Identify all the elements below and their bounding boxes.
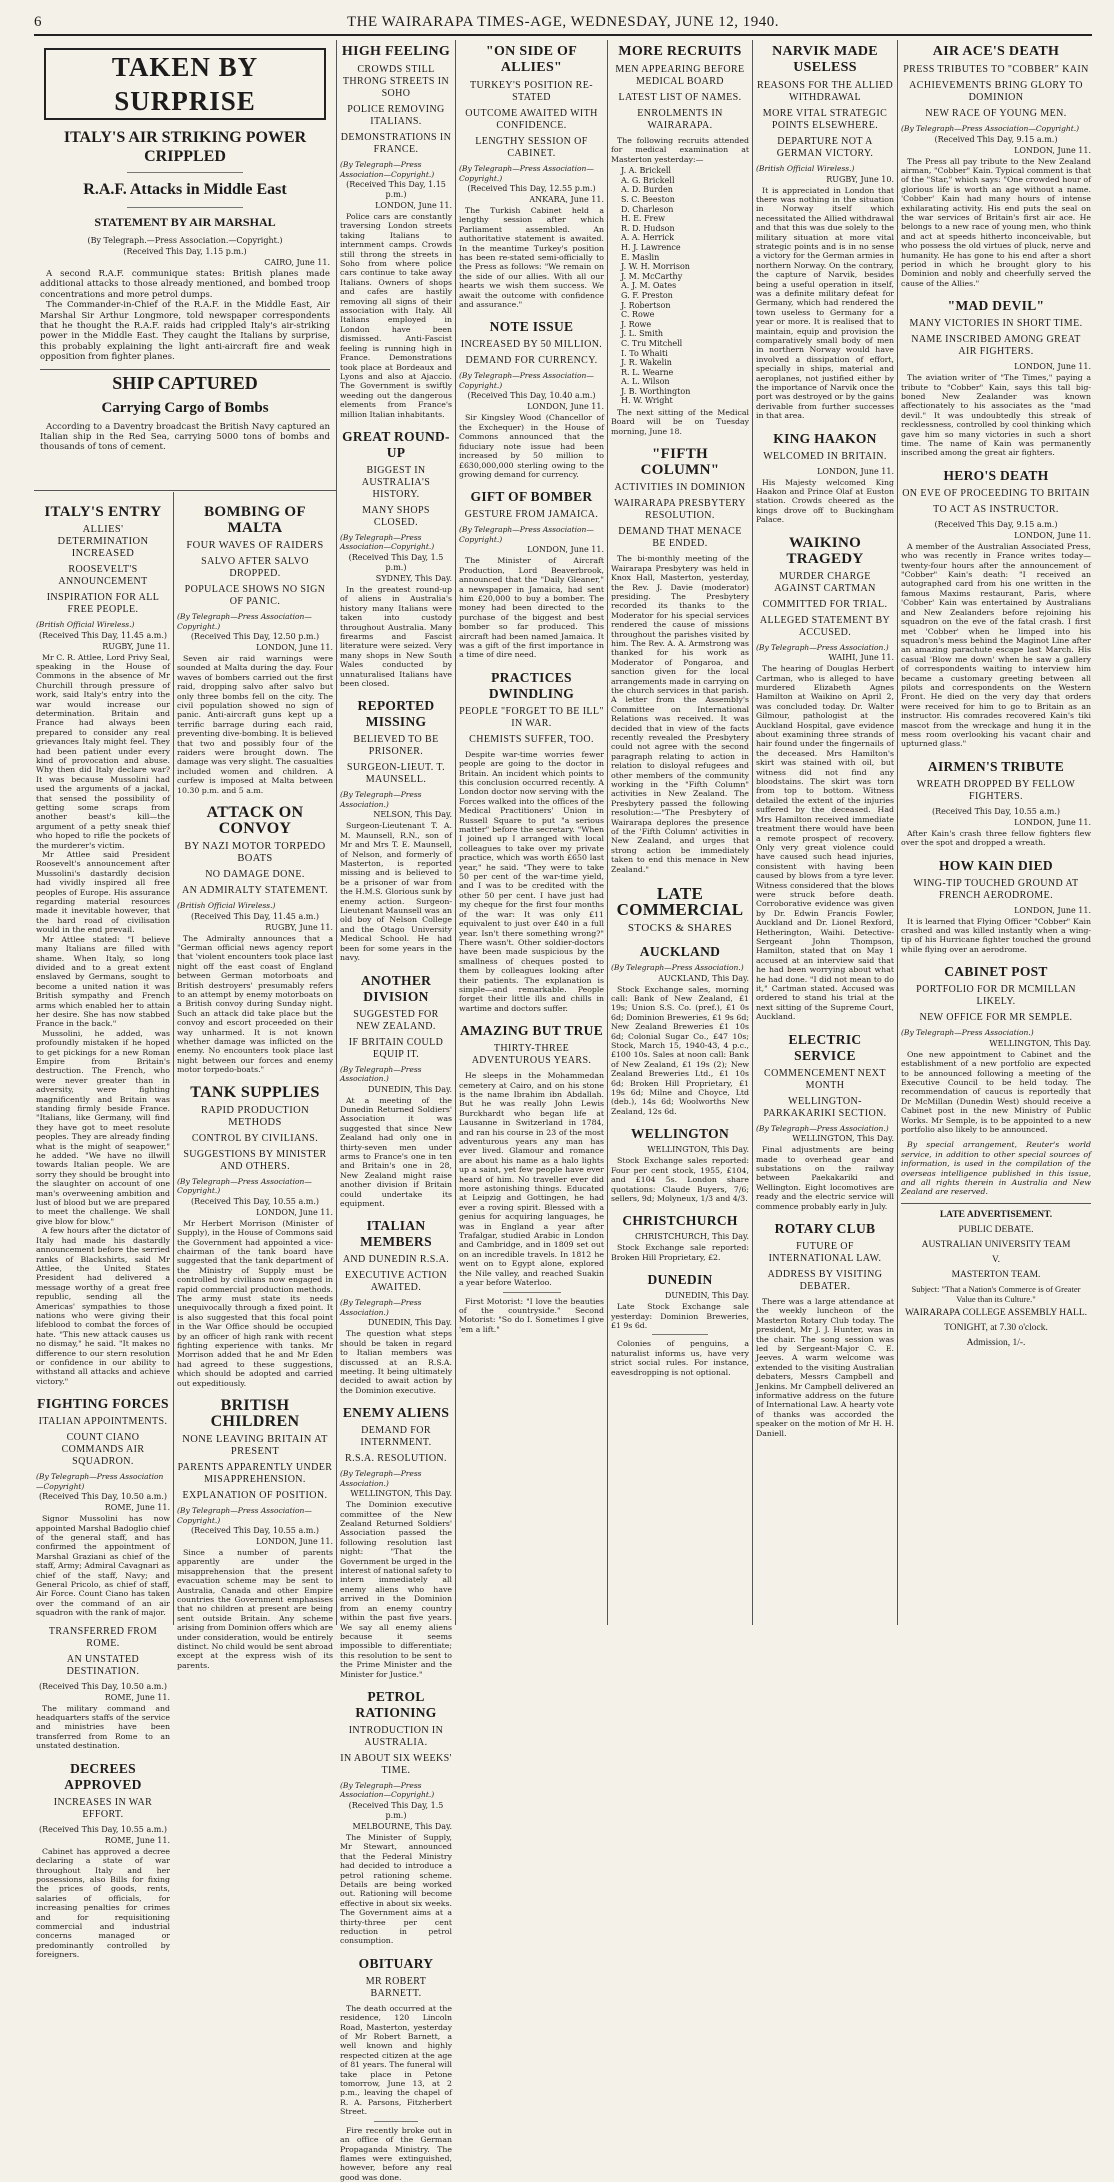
article-paragraph: The death occurred at the residence, 120 Lincoln Road, Masterton, yesterday of Mr Robert Barnett, a well known and highly respected citizen at the age of 81 years. The funeral will take place in Petone tomorrow, June 13, at 2 p.m., leaving the chapel of R. A. Parsons, Fitzherbert Street. (340, 2003, 452, 2117)
column-rule (336, 40, 337, 1625)
section-rule (34, 490, 336, 491)
article-dateline: LONDON, June 11. (1014, 145, 1091, 155)
column-rule (752, 40, 753, 1625)
article-headline: LATE COMMERCIAL (616, 884, 744, 920)
article-subhead: INTRODUCTION IN AUSTRALIA. (348, 1724, 444, 1748)
article-subhead: ON EVE OF PROCEEDING TO BRITAIN (902, 487, 1090, 499)
article-subhead: ALLEGED STATEMENT BY ACCUSED. (759, 614, 891, 638)
article-credit: (By Telegraph—Press Association—Copyright.) (177, 1176, 312, 1196)
article-paragraph: The Dominion executive committee of the New Zealand Returned Soldiers' Association passed the following resolution last night: "That the Government be urged in the interest of national safety to intern immediately all enemy aliens who have arrived in the Dominion from an enemy country within the past five years. We say all enemy aliens because it seems impossible to differentiate; this resolution to be sent to the Prime Minister and the Minister for Justice." (340, 1500, 453, 1679)
recruit-name: H. E. Frew (621, 214, 665, 224)
article-dateline: WAIHI, June 11. (828, 653, 894, 663)
column-narvik (756, 40, 894, 1625)
article-credit: (By Telegraph—Press Association.) (340, 1298, 422, 1317)
lead-credit: (By Telegraph.—Press Association.—Copyright.) (87, 236, 283, 245)
article-paragraph: Sir Kingsley Wood (Chancellor of the Exchequer) in the House of Commons announced that the fiduciary note issue had been increased by 50 million to £630,000,000 sterling owing to the growing demand for currency. (459, 413, 604, 479)
article-credit: (By Telegraph—Press Association.) (611, 963, 744, 973)
article-headline: AIRMEN'S TRIBUTE (927, 758, 1065, 774)
article-dateline: SYDNEY, This Day. (375, 573, 452, 583)
article-credit: (By Telegraph—Press Association—Copyright.) (177, 612, 312, 631)
lead-story (40, 44, 330, 486)
recruit-name: A. L. Wilson (621, 377, 670, 387)
article-paragraph: The Press all pay tribute to the New Zealand airman, "Cobber" Kain. Typical comment is that of the "Star," which says: "One crowded hour of glorious life is worth an age without a name. 'Cobber' Kain had many hours of intense exhilarating activity. His end puts the seal on the war services of Britain's first air ace. He belongs to a new race of young men, who think and act at speeds hitherto inconceivable, but who possess the old virtues of pluck, nerve and humanity. He has gone to his end after a short period in which he brought glory to his Dominion and nobly and cheerfully served the cause of the Allies." (901, 156, 1091, 288)
recruit-name: J. M. McCarthy (621, 271, 683, 281)
article-headline: ITALIAN MEMBERS (360, 1218, 432, 1250)
article-headline: HIGH FEELING (341, 44, 451, 59)
article-credit: (By Telegraph—Press Association—Copyright) (36, 1472, 164, 1491)
article-headline: WELLINGTON (630, 1126, 730, 1142)
recruit-name: S. C. Beeston (621, 195, 675, 204)
article-received: (Received This Day, 9.15 a.m.) (934, 519, 1058, 529)
article-subhead: SUGGESTED FOR NEW ZEALAND. (353, 1008, 439, 1032)
article-subhead: FOUR WAVES OF RAIDERS (186, 540, 324, 551)
article-subhead: ACHIEVEMENTS BRING GLORY TO DOMINION (909, 80, 1083, 103)
article-credit: (By Telegraph—Press Association.) (340, 1469, 422, 1488)
article-credit: (By Telegraph—Press Association—Copyright.) (459, 371, 594, 390)
article-received: (Received This Day, 1.5 p.m.) (348, 1800, 444, 1820)
article-dateline: RUGBY, June 11. (102, 641, 170, 651)
article-subhead: DEMAND FOR INTERNMENT. (360, 1425, 432, 1449)
article-dateline: CHRISTCHURCH, This Day. (634, 1232, 749, 1242)
article-subhead: OUTCOME AWAITED WITH CONFIDENCE. (465, 108, 598, 131)
article-headline: "MAD DEVIL" (947, 298, 1045, 314)
article-credit: (By Telegraph—Press Association—Copyright.) (340, 1780, 435, 1800)
article-subhead: NEW OFFICE FOR MR SEMPLE. (919, 1012, 1073, 1024)
ad-line: PUBLIC DEBATE. (958, 1224, 1034, 1235)
article-paragraph: Stock Exchange sale reported: Broken Hill Proprietary, £2. (611, 1243, 749, 1262)
article-subhead: POPULACE SHOWS NO SIGN OF PANIC. (184, 584, 326, 607)
article-subhead: MORE VITAL STRATEGIC POINTS ELSEWHERE. (762, 108, 888, 131)
article-paragraph: The hearing of Douglas Herbert Cartman, who is alleged to have murdered Elizabeth Agnes Hamilton at Waikino on April 2, was concluded today. Dr. Walter Gilmour, pathologist at the Auckland Hospital, gave evidence about examining three strands of hair found under the fingernails of the deceased. Mrs Hamilton's skirt was stained with oil, but witness did not find any bloodstains. The skirt was torn from top to bottom. Witness detailed the extent of the injuries suffered by the deceased. Had Mrs Hamilton received immediate treatment there would have been a remote prospect of recovery. Only very great violence could have caused such head injuries, consistent with having been caused by blows from a tyre lever. Witness considered that the blows were struck before death. Corroborative evidence was given by Dr. Edwin Francis Fowler, Auckland and Dr. Lionel Rexford, Hetherington, Waihi. Detective-Sergeant John Thompson, Hamilton, stated that on May 1 accused at an interview said that he had been worrying about what he had done. "I did not mean to do it," Cartman stated. Accused was ordered to stand his trial at the next sitting of the Supreme Court, Auckland. (756, 664, 894, 1022)
article-received: (Received This Day, 10.40 a.m.) (467, 391, 596, 401)
article-paragraph: Colonies of penguins, a naturalist informs us, have very strict social rules. For instance, eavesdropping is not optional. (611, 1339, 749, 1377)
lead-paragraph: A second R.A.F. communique states: British planes made additional attacks to those already mentioned, and bombed troop concentrations and more petrol dumps. (40, 269, 330, 300)
article-subhead: ENROLMENTS IN WAIRARAPA. (637, 108, 723, 131)
article-paragraph: The Minister of Supply, Mr Stewart, announced that the Federal Ministry had decided to introduce a petrol rationing scheme. Details are being worked out. Rationing will become effective in about six weeks. The Government aims at a thirty-three per cent reduction in petrol consumption. (340, 1832, 452, 1946)
article-subhead: TURKEY'S POSITION RE-STATED (470, 80, 593, 103)
article-dateline: ANKARA, June 11. (529, 195, 604, 204)
article-credit: (By Telegraph—Press Association—Copyright.) (340, 160, 435, 179)
article-subhead: AND DUNEDIN R.S.A. (342, 1254, 450, 1266)
article-received: (Received This Day, 12.55 p.m.) (467, 184, 596, 193)
article-subhead: MANY SHOPS CLOSED. (362, 504, 430, 528)
article-dateline: DUNEDIN, This Day. (367, 1318, 452, 1328)
article-paragraph: Mr Herbert Morrison (Minister of Supply), in the House of Commons said the Government had appointed a vice-chairman of the tank board have suggested that the tank department of the Ministry of Supply must be controlled by civilians now engaged in rapid commercial production methods. The army must state its needs unequivocally through a fixed point. It is also suggested that this focal point in the War Office should be occupied by an officer of high rank with recent fighting experience with tanks. Mr Morrison added that he and Mr Eden had agreed to these suggestions, which should be adopted and carried out expeditiously. (177, 1218, 333, 1388)
lead-dateline: CAIRO, June 11. (264, 258, 330, 267)
late-advertisement (901, 1203, 1091, 1349)
article-subhead: NEW RACE OF YOUNG MEN. (925, 108, 1067, 119)
article-paragraph: Surgeon-Lieutenant T. A. M. Maunsell, R.N., son of Mr and Mrs T. E. Maunsell, of Nelson, and formerly of Masterton, is reported missing and is believed to be a prisoner of war from the H.M.S. Glorious sunk by enemy action. Surgeon-Lieutenant Maunsell was an old boy of Nelson College and the Otago University Medical School. He had been for some years in the navy. (340, 821, 452, 963)
article-subhead: SURGEON-LIEUT. T. MAUNSELL. (346, 762, 446, 786)
article-paragraph: The next sitting of the Medical Board will be on Tuesday morning, June 18. (611, 408, 749, 436)
recruit-name: H. W. Wright (621, 396, 673, 406)
article-paragraph: Mr C. R. Attlee, Lord Privy Seal, speaking in the House of Commons in the absence of Mr Churchill through pressure of work, said Italy's entry into the war would increase our determination. Britain and France had always been prepared to consider any real grievances Italy might feel. They had been patient under every kind of provocation and abuse. Why then did Italy declare war? It was because Mussolini had used the arguments of a jackal, that sensed the possibility of getting some scraps from another beast's kill—the argument of a petty sneak thief who hoped to rifle the pockets of the murderer's victim. (36, 652, 170, 850)
article-subhead: AN UNSTATED DESTINATION. (66, 1653, 140, 1677)
ship-headline: SHIP CAPTURED (40, 369, 330, 396)
article-dateline: LONDON, June 11. (527, 545, 604, 555)
article-credit: (By Telegraph—Press Association—Copyright.) (459, 525, 594, 544)
article-dateline: WELLINGTON, This Day. (647, 1145, 749, 1155)
article-subhead: WELCOMED IN BRITAIN. (763, 450, 887, 462)
article-paragraph: In the greatest round-up of aliens in Australia's history many Italians were taken into custody throughout Australia. Many firearms and Fascist literature were seized. Very many shops in New South Wales conducted by unnaturalised Italians have been closed. (340, 584, 452, 688)
article-dateline: LONDON, June 11. (527, 402, 604, 412)
article-subhead: STOCKS & SHARES (627, 922, 733, 935)
article-dateline: LONDON, June 11. (256, 643, 333, 652)
article-subhead: WAIRARAPA PRESBYTERY RESOLUTION. (614, 498, 746, 522)
article-subhead: THIRTY-THREE ADVENTUROUS YEARS. (471, 1043, 592, 1067)
article-headline: DUNEDIN (647, 1272, 713, 1288)
article-subhead: PEOPLE "FORGET TO BE ILL" IN WAR. (459, 705, 604, 729)
article-headline: REPORTED MISSING (357, 698, 435, 730)
article-credit: (British Official Wireless.) (177, 901, 276, 911)
article-headline: CABINET POST (944, 964, 1048, 980)
article-paragraph: Cabinet has approved a decree declaring a state of war throughout Italy and her possessions, also Bills for fixing the prices of goods, rents, salaries of officials, for increasing penalties for crimes and for requisitioning commercial and industrial concerns managed or predominantly controlled by foreigners. (36, 1846, 170, 1960)
article-dateline: NELSON, This Day. (373, 810, 452, 820)
recruit-name: C. Tru Mitchell (621, 338, 683, 348)
recruit-name: A. G. Brickell (621, 175, 675, 185)
article-dateline: WELLINGTON, This Day. (350, 1489, 452, 1499)
article-headline: FIGHTING FORCES (37, 1396, 169, 1412)
article-headline: HERO'S DEATH (943, 467, 1049, 483)
recruit-name: R. D. Hudson (621, 223, 675, 233)
article-dateline: MELBOURNE, This Day. (352, 1821, 452, 1831)
article-subhead: INSPIRATION FOR ALL FREE PEOPLE. (46, 592, 160, 615)
article-paragraph: Despite war-time worries fewer people are going to the doctor in Britain. An incident which points to this conclusion occurred recently. A London doctor now serving with the Forces walked into the offices of the Medical Practitioners' Union in Russell Square to put "a serious matter" before the secretary. "When I joined up I arranged with local colleagues to take over my private practice, which was worth £650 last year," he said. "They were to take 50 per cent of the war-time yield, and I was to be credited with the other 50 per cent. I have just had my cheque for the first four months of the war: It was only £11 equivalent to just over £40 in a full year. Isn't there something wrong?" There wasn't. Other soldier-doctors have been made suspicious by the smallness of cheques posted to them by colleagues looking after their patients. The explanation is simple—and remarkable. People forget their little ills and chills in wartime and doctors suffer. (459, 749, 604, 1013)
ship-paragraph: According to a Daventry broadcast the British Navy captured an Italian ship in the Red Sea, carrying 5000 tons of bombs and thousands of tons of cement. (40, 421, 330, 453)
article-dateline: LONDON, June 11. (1014, 905, 1091, 915)
article-paragraph: Stock Exchange sales, morning call: Bank of New Zealand, £1 19s; Union S.S. Co. (pref.), £1 0s 6d; Dominion Breweries, £1 9s 6d; New Zealand Breweries £1 10s 6d; Colonial Sugar Co., £47 10s; Stock, March 15, 1940-43, 4 p.c., £100 10s. Sales at noon call: Bank of New Zealand, £1 19s (2); New Zealand Breweries Ltd., £1 10s 6d; Broken Hill Proprietary, £1 19s 6d; Milne and Choyce, Ltd (deb.), 14s 6d; Woolworths New Zealand, 12s 6d. (611, 984, 749, 1116)
article-subhead: POLICE REMOVING ITALIANS. (347, 104, 445, 127)
article-paragraph: It is appreciated in London that there was nothing in the situation in Norway itself which necessitated the Allied withdrawal and that this was due solely to the military situation at more vital strategic points and is in no sense a victory for the German armies in northern Norway. On the contrary, the capture of Narvik, besides being a useful operation in itself, was a definite military defeat for Germany, which had rendered the town useless to Germany for a year or more. It is realised that to maintain, equip and provision the comparatively small body of men in northern Norway would have involved a dissipation of effort, specially in ships, material and aeroplanes, not justified either by the importance of Narvik once the port was destroyed or by the gains derivable from further successes in that area. (756, 185, 894, 421)
article-subhead: BY NAZI MOTOR TORPEDO BOATS (184, 841, 326, 865)
article-dateline: LONDON, June 11. (1014, 362, 1091, 372)
article-headline: WAIKINO TRAGEDY (786, 534, 864, 567)
article-received: (Received This Day, 1.5 p.m.) (348, 552, 444, 572)
article-subhead: EXPLANATION OF POSITION. (182, 1490, 328, 1501)
recruit-name: A. A. Herrick (621, 233, 674, 243)
article-credit: (By Telegraph—Press Association.) (756, 1123, 889, 1133)
column-italys-entry (36, 494, 170, 1960)
article-headline: PRACTICES DWINDLING (488, 669, 575, 701)
article-received: (Received This Day, 10.55 a.m.) (191, 1526, 319, 1535)
article-paragraph: There was a large attendance at the weekly luncheon of the Masterton Rotary Club today. The president, Mr J. J. Hunter, was in the chair. The song session was led by Sergeant-Major C. E. Jeeves. A warm welcome was extended to the visiting Australian debaters, Messrs Campbell and Jenkins. Mr Campbell delivered an informative address on the future of International Law. A hearty vote of thanks was accorded the speaker on the motion of Mr H. H. Daniell. (756, 1296, 894, 1438)
article-subhead: ACTIVITIES IN DOMINION (614, 482, 746, 494)
article-headline: OBITUARY (358, 1955, 434, 1971)
article-subhead: MEN APPEARING BEFORE MEDICAL BOARD (615, 64, 745, 87)
article-paragraph: His Majesty welcomed King Haakon and Prince Olaf at Euston station. Crowds cheered as the kings drove off to Buckingham Palace. (756, 477, 894, 525)
article-headline: ROTARY CLUB (774, 1220, 876, 1236)
column-rule (455, 40, 456, 1625)
article-dateline: WELLINGTON, This Day. (792, 1134, 894, 1144)
article-subhead: R.S.A. RESOLUTION. (345, 1453, 447, 1465)
article-subhead: TRANSFERRED FROM ROME. (48, 1625, 158, 1649)
article-headline: GIFT OF BOMBER (470, 489, 593, 505)
ad-heading: LATE ADVERTISEMENT. (939, 1209, 1053, 1220)
recruit-name: A. J. M. Oates (621, 281, 677, 291)
page-number: 6 (34, 13, 42, 30)
masthead-title: THE WAIRARAPA TIMES-AGE, WEDNESDAY, JUNE 12, 1940. (347, 13, 779, 30)
article-headline: KING HAAKON (773, 430, 877, 446)
article-subhead: IF BRITAIN COULD EQUIP IT. (348, 1036, 444, 1060)
article-received: (Received This Day, 1.15 p.m.) (346, 180, 446, 199)
article-paragraph: The Turkish Cabinet held a lengthy session after which Parliament assembled. An authoritative statement is awaited. In the meantime Turkey's position has been re-stated semi-officially to the Press as follows: "We remain on the side of our allies. With all our hearts we wish them success. We await the outcome with confidence and assurance." (459, 206, 604, 310)
article-paragraph: Since a number of parents apparently are under the misapprehension that the present evacuation scheme may be sent to Australia, Canada and other Empire countries the Government emphasises that no children at present are being sent outside Britain. Any scheme arising from Dominion offers which are under consideration, would be entirely distinct. No child would be sent abroad except at the express wish of its parents. (177, 1548, 333, 1670)
lead-subhead: R.A.F. Attacks in Middle East (83, 181, 287, 198)
article-paragraph: He sleeps in the Mohammedan cemetery at Cairo, and on his stone is the name Ibrahim ibn Abdallah. But he was really John Lewis Burckhardt who began life at Lausanne in Switzerland in 1784, and ran his course in 23 of the most adventurous years any man has ever lived. Glamour and romance are about his name as a halo lights up a saint, yet few people have ever heard of him. No traveller ever did more astonishing things. Educated at Leipzig and Gottingen, he had ever a roving spirit. Blessed with a genius for acquiring languages, he was in England a year after Trafalgar, studied Arabic in London and Cambridge, and in 1809 set out on an incredible travels. In 1812 he went on to Egypt alone, explored the Nile valley, and reached Suakin a year before Waterloo. (459, 1071, 604, 1288)
article-headline: ANOTHER DIVISION (360, 972, 432, 1004)
article-dateline: LONDON, June 11. (817, 466, 894, 476)
article-paragraph: Police cars are constantly traversing London streets taking Italians to internment camps. Crowds still throng the streets in Soho from where police cars continue to take away Italians. Owners of shops and cafes are hastily removing all signs of their association with Italy. All Italians employed in London have been dismissed. Anti-Fascist feeling is running high in France. Demonstrations took place at Bordeaux and Lyons and also at Ajaccio. The Government is swiftly weeding out the dangerous elements from France's million Italian inhabitants. (340, 212, 452, 419)
article-subhead: LATEST LIST OF NAMES. (618, 92, 742, 103)
article-subhead: INCREASES IN WAR EFFORT. (53, 1796, 153, 1820)
article-headline: HOW KAIN DIED (939, 857, 1053, 873)
article-received: (Received This Day, 12.50 p.m.) (190, 632, 320, 641)
recruit-name: A. D. Burden (621, 185, 673, 195)
ad-line: TONIGHT, at 7.30 o'clock. (944, 1322, 1048, 1333)
article-subhead: ITALIAN APPOINTMENTS. (38, 1416, 168, 1428)
article-headline: NOTE ISSUE (489, 319, 574, 335)
recruit-name: E. Maslin (621, 252, 660, 262)
article-paragraph: Mr Attlee said President Roosevelt's announcement after Mussolini's dastardly decision had vividly inspired all free peoples of Europe. His assurance regarding material resources made it inevitable however, that the hard road of civilisation would in the end prevail. (36, 850, 170, 935)
article-subhead: NAME INSCRIBED AMONG GREAT AIR FIGHTERS. (911, 334, 1081, 358)
article-headline: CHRISTCHURCH (622, 1213, 738, 1229)
lead-deck: ITALY'S AIR STRIKING POWER CRIPPLED (63, 129, 307, 165)
article-subhead: GESTURE FROM JAMAICA. (464, 509, 599, 521)
column-on-side-of-allies (459, 40, 604, 1625)
article-received: (Received This Day, 11.45 a.m.) (39, 630, 167, 640)
article-headline: ITALY'S ENTRY (44, 504, 162, 520)
article-credit: (By Telegraph—Press Association.) (901, 1028, 1034, 1038)
article-paragraph: First Motorist: "I love the beauties of the countryside." Second Motorist: "So do I. Sometimes I give 'em a lift." (459, 1296, 604, 1334)
recruit-name: J. L. Smith (621, 329, 664, 339)
article-subhead: REASONS FOR THE ALLIED WITHDRAWAL (756, 80, 894, 103)
article-subhead: MANY VICTORIES IN SHORT TIME. (909, 318, 1083, 330)
article-subhead: LENGTHY SESSION OF CABINET. (475, 136, 588, 159)
article-dateline: AUCKLAND, This Day. (658, 973, 749, 983)
article-dateline: DUNEDIN, This Day. (367, 1084, 452, 1094)
article-paragraph: Mr Attlee stated: "I believe many Italians are filled with shame. When Italy, so long divided and to a great extent enslaved by Germans, sought to become a united nation it was British sympathy and French arms which enabled her to attain her desire. She has now stabbed France in the back." (36, 934, 170, 1029)
article-dateline: ROME, June 11. (104, 1692, 170, 1702)
recruit-name: H. J. Lawrence (621, 242, 681, 252)
article-paragraph: Stock Exchange sales reported: Four per cent stock, 1955, £104, and £104 5s. London share quotations: Claude Buyers, 7/6; sellers, 9d; Molyneux, 1/3 and 4/3. (611, 1156, 749, 1203)
masthead (34, 10, 1092, 36)
lead-headline: TAKEN BY SURPRISE (44, 48, 326, 120)
article-subhead: INCREASED BY 50 MILLION. (460, 339, 603, 351)
article-dateline: LONDON, June 11. (375, 201, 452, 210)
article-dateline: WELLINGTON, This Day. (989, 1038, 1091, 1048)
recruit-name: J. W. H. Morrison (621, 262, 690, 272)
article-received: (Received This Day, 9.15 a.m.) (934, 134, 1058, 144)
article-credit: (By Telegraph—Press Association—Copyright.) (459, 164, 594, 183)
article-headline: GREAT ROUND-UP (342, 428, 450, 460)
article-dateline: DUNEDIN, This Day. (664, 1291, 749, 1301)
article-subhead: SUGGESTIONS BY MINISTER AND OTHERS. (183, 1148, 327, 1172)
article-headline: "ON SIDE OF ALLIES" (485, 44, 578, 75)
article-dateline: LONDON, June 11. (1014, 817, 1091, 827)
article-paragraph: At a meeting of the Dunedin Returned Soldiers' Association it was suggested that since New Zealand had only one in thirty-seven men under arms to France's one in ten and Britain's one in 28, New Zealand might raise another division if Britain could undertake its equipment. (340, 1095, 452, 1208)
article-paragraph: The following recruits attended for medical examination at Masterton yesterday:— (611, 136, 749, 164)
article-credit: (By Telegraph—Press Association.) (340, 790, 422, 809)
article-dateline: LONDON, June 11. (256, 1537, 333, 1546)
article-headline: DECREES APPROVED (64, 1760, 142, 1792)
article-subhead: WELLINGTON-PARKAKARIKI SECTION. (763, 1095, 887, 1119)
column-bombing-of-malta (177, 494, 333, 1670)
article-paragraph: The question what steps should be taken in regard to Italian members was discussed at an R.S.A. meeting. It being ultimately decided to await action by the Dominion executive. (340, 1329, 452, 1395)
article-paragraph: The aviation writer of "The Times," paying a tribute to "Cobber" Kain, says this tall big-boned New Zealander was known affectionately to his associates as the "mad devil." It was undoubtedly this streak of recklessness, controlled by cool thinking which gave him so many victories in such a short time. The name of Kain was permanently inscribed among the great air fighters. (901, 373, 1091, 458)
article-paragraph: The Admiralty announces that a "German official news agency report that 'violent encounters took place last night off the east coast of England between German motorboats and British destroyers' presumably refers to an attempt by enemy motorboats on a British convoy during Sunday night. Such an attack did take place but the convoy and escort proceeded on their way unharmed. It is not known whether damage was inflicted on the enemy. No encounters took place last night between our forces and enemy motor torpedo-boats." (177, 933, 333, 1075)
article-headline: AMAZING BUT TRUE (459, 1023, 604, 1039)
article-subhead: DEMONSTRATIONS IN FRANCE. (340, 132, 452, 155)
ship-subhead: Carrying Cargo of Bombs (101, 399, 269, 416)
ad-line: Subject: "That a Nation's Commerce is of Greater Value than its Culture." (911, 1283, 1081, 1304)
article-headline: BOMBING OF MALTA (204, 504, 306, 536)
column-high-feeling (340, 40, 453, 2182)
article-credit: (British Official Wireless.) (36, 620, 135, 629)
article-headline: ELECTRIC SERVICE (788, 1031, 862, 1063)
article-headline: PETROL RATIONING (355, 1688, 437, 1720)
lead-paragraph: The Commander-in-Chief of the R.A.F. in the Middle East, Air Marshal Sir Arthur Longmore, told newspaper correspondents that he thought the R.A.F. raids had crippled Italy's air-striking power in the Middle East. They caught the Italians by surprise, this probably explaining the light anti-aircraft fire and weak opposition from fighter planes. (40, 300, 330, 363)
article-dateline: ROME, June 11. (104, 1503, 170, 1513)
article-headline: MORE RECRUITS (618, 44, 742, 59)
article-received: (Received This Day, 10.50 a.m.) (39, 1492, 167, 1502)
article-headline: AUCKLAND (639, 944, 721, 960)
article-paragraph: One new appointment to Cabinet and the establishment of a new portfolio are expected to be announced following a meeting of the Executive Council to be held today. The recommendation of caucus is reportedly that Dr McMillan (Dunedin West) should receive a Cabinet post in the new Ministry of Public Works. Mr Semple, is to be appointed to a new portfolio also likely to be announced. (901, 1049, 1091, 1134)
article-subhead: COUNT CIANO COMMANDS AIR SQUADRON. (61, 1432, 145, 1468)
recruit-name: J. B. Worthington (621, 386, 691, 396)
article-paragraph: The Minister of Aircraft Production, Lord Beaverbrook, announced that the "Daily Gleaner," a newspaper in Jamaica, had sent him £20,000 to buy a bomber. The money had been directed to the purchase of the biggest and best bomber so far produced. This aircraft had been named Jamaica. It was a gift of the first importance in a time of dire need. (459, 556, 604, 660)
article-credit: (By Telegraph—Press Association—Copyright.) (901, 124, 1080, 133)
column-more-recruits (611, 40, 749, 1625)
article-paragraph: Signor Mussolini has now appointed Marshal Badoglio chief of the general staff, and has confirmed the appointment of Marshal Graziani as chief of the staff, Army; Admiral Cavagnari as chief of the staff, Navy; and General Pricolo, as chief of staff, Air Force. Count Ciano has taken over the command of an air squadron with the rank of major. (36, 1514, 170, 1618)
article-subhead: AN ADMIRALTY STATEMENT. (181, 885, 329, 897)
ad-line: V. (991, 1254, 1000, 1265)
article-headline: TANK SUPPLIES (190, 1083, 320, 1101)
lead-received: (Received This Day, 1.15 p.m.) (123, 247, 247, 256)
recruit-name: J. Robertson (621, 300, 671, 310)
article-subhead: ROOSEVELT'S ANNOUNCEMENT (58, 564, 148, 587)
article-subhead: PORTFOLIO FOR DR MCMILLAN LIKELY. (916, 984, 1076, 1008)
article-paragraph: It is learned that Flying Officer "Cobber" Kain crashed and was killed instantly when a wing-tip of his Hurricane fighter touched the ground while flying over an aerodrome. (901, 916, 1091, 954)
article-subhead: CONTROL BY CIVILIANS. (191, 1132, 319, 1144)
article-credit: (By Telegraph—Press Association—Copyright.) (340, 532, 435, 552)
article-subhead: NONE LEAVING BRITAIN AT PRESENT (182, 1434, 328, 1457)
article-credit: (British Official Wireless.) (756, 164, 855, 173)
article-subhead: CHEMISTS SUFFER, TOO. (469, 733, 594, 745)
column-rule (897, 40, 898, 1625)
article-subhead: DEPARTURE NOT A GERMAN VICTORY. (776, 136, 874, 159)
article-received: (Received This Day, 10.55 a.m.) (191, 1196, 319, 1206)
article-paragraph: Final adjustments are being made to overhead gear and substations on the railway between Paekakariki and Wellington. Eight locomotives are ready and the electric service will commence probably early in July. (756, 1145, 894, 1211)
article-headline: ATTACK ON CONVOY (206, 804, 304, 838)
recruit-name: I. To Whaiti (621, 348, 668, 358)
article-subhead: FUTURE OF INTERNATIONAL LAW. (768, 1240, 882, 1264)
column-rule (173, 492, 174, 1625)
article-received: (Received This Day, 10.55 a.m.) (932, 806, 1060, 816)
ad-line: Admission, 1/-. (966, 1337, 1026, 1348)
article-dateline: ROME, June 11. (104, 1835, 170, 1845)
article-received: (Received This Day, 10.50 a.m.) (39, 1681, 167, 1691)
article-dateline: LONDON, June 11. (1014, 530, 1091, 540)
article-subhead: MR ROBERT BARNETT. (365, 1975, 427, 1999)
ad-line: MASTERTON TEAM. (951, 1269, 1041, 1280)
article-subhead: RAPID PRODUCTION METHODS (200, 1104, 310, 1128)
article-headline: ENEMY ALIENS (342, 1405, 450, 1421)
article-subhead: BIGGEST IN AUSTRALIA'S HISTORY. (361, 464, 431, 500)
article-subhead: SALVO AFTER SALVO DROPPED. (201, 556, 309, 579)
ad-line: AUSTRALIAN UNIVERSITY TEAM (921, 1239, 1071, 1250)
article-subhead: COMMITTED FOR TRIAL. (762, 598, 888, 610)
lead-statement: STATEMENT BY AIR MARSHAL (94, 215, 276, 229)
recruit-name: J. R. Wakelin (621, 358, 672, 368)
article-dateline: RUGBY, June 10. (826, 174, 894, 184)
article-received: (Received This Day, 10.55 a.m.) (39, 1824, 167, 1834)
article-credit: (By Telegraph—Press Association.) (340, 1064, 422, 1083)
article-subhead: WING-TIP TOUCHED GROUND AT FRENCH AERODROME. (913, 877, 1079, 901)
article-paragraph: The military command and headquarters staffs of the service and ministries have been transferred from Rome to an unstated destination. (36, 1703, 170, 1751)
article-subhead: IN ABOUT SIX WEEKS' TIME. (340, 1752, 452, 1776)
article-paragraph: A member of the Australian Associated Press, who was recently in France writes today—twenty-four hours after the announcement of "Cobber" Kain's death: "I received an autographed card from his one written in the famous Maxims restaurant, Paris, where 'Cobber' Kain was entertained by Australians and New Zealanders before rejoining his squadron on the eve of the fatal crash. I first met 'Cobber' when he limped into his squadron's mess behind the Maginot Line after an amazing parachute escape last March. His casual 'Blow me down' when he saw a gallery of correspondents waiting to interview him became a customary greeting between all pilots and correspondents on the Western Front. He died on the very day that orders were received for him to go to Britain as an instructor. His comrades recovered Kain's tiki mascot from the wreckage and hung it in the mess room overlooking his vacant chair and upturned glass." (901, 541, 1091, 749)
recruit-name: J. A. Brickell (621, 166, 671, 176)
recruit-name: J. Rowe (621, 319, 652, 329)
article-dateline: LONDON, June 11. (256, 1207, 333, 1217)
article-headline: NARVIK MADE USELESS (772, 44, 878, 75)
article-subhead: DEMAND THAT MENACE BE ENDED. (618, 526, 742, 550)
article-subhead: PRESS TRIBUTES TO "COBBER" KAIN (903, 64, 1089, 75)
article-subhead: BELIEVED TO BE PRISONER. (353, 734, 439, 758)
recruit-name: D. Charleson (621, 204, 674, 214)
article-headline: AIR ACE'S DEATH (932, 44, 1060, 59)
article-subhead: DEMAND FOR CURRENCY. (465, 355, 598, 367)
article-paragraph: The bi-monthly meeting of the Wairarapa Presbytery was held in Knox Hall, Masterton, yesterday, the Rev. J. Davie (moderator) presiding. The Presbytery recorded its thanks to the Moderator for his special services rendered the cause of missions throughout the parishes visited by him. The Rev. A. A. Armstrong was thanked for his work as Moderator of Pongaroa, and sanction given for the local arrangements made in carrying on the church services in that parish. A letter from the Assembly's Committee on International Relations was received. It was decided that in view of the facts recently revealed the Presbytery could not agree with the second paragraph relating to action in relation to disloyal refugees and other members of the community working in the "Fifth Column" activities in New Zealand. The Presbytery passed the following resolution:—"The Presbytery of Wairarapa deplores the presence of the 'Fifth Column' activities in New Zealand, and urges that strong action be immediately taken to end this menace in New Zealand." (611, 554, 749, 874)
article-subhead: NO DAMAGE DONE. (205, 869, 305, 881)
article-received: (Received This Day, 11.45 a.m.) (191, 911, 319, 921)
recruit-name: C. Rowe (621, 310, 655, 320)
recruit-name: G. F. Preston (621, 290, 673, 300)
article-subhead: ALLIES' DETERMINATION INCREASED (57, 524, 149, 559)
article-subhead: CROWDS STILL THRONG STREETS IN SOHO (342, 64, 450, 99)
article-credit: (By Telegraph—Press Association—Copyright.) (177, 1506, 312, 1525)
recruit-list (621, 166, 749, 406)
article-paragraph: After Kain's crash three fellow fighters flew over the spot and dropped a wreath. (901, 828, 1091, 848)
article-dateline: RUGBY, June 11. (265, 922, 333, 932)
article-paragraph: Seven air raid warnings were sounded at Malta during the day. Four waves of bombers carried out the first raid, dropping salvo after salvo but only three bombs fell on the city. The civil population showed no sign of panic. Anti-aircraft guns kept up a terrific barrage during each raid, preventing dive-bombing. It is believed that two and possibly four of the raiders were brought down. The damage was very slight. The casualties included women and children. A curfew is imposed at Malta between 10.30 p.m. and 5 a.m. (177, 654, 333, 795)
article-headline: BRITISH CHILDREN (210, 1397, 300, 1430)
article-subhead: ADDRESS BY VISITING DEBATER. (767, 1268, 883, 1292)
article-subhead: MURDER CHARGE AGAINST CARTMAN (774, 570, 876, 594)
recruit-name: R. L. Wearne (621, 367, 674, 377)
article-paragraph: Late Stock Exchange sale yesterday: Dominion Breweries, £1 9s 6d. (611, 1302, 749, 1330)
article-headline: "FIFTH COLUMN" (640, 446, 720, 479)
article-paragraph: Fire recently broke out in an office of the German Propaganda Ministry. The flames were extinguished, however, before any real good was done. (340, 2125, 452, 2182)
article-subhead: TO ACT AS INSTRUCTOR. (933, 503, 1059, 515)
article-paragraph: Mussolini, he added, was profoundly mistaken if he hoped to get pickings for a new Roman Empire from Britain's destruction. The French, who were never greater than in adversity, were fighting magnificently and Britain was standing firmly beside France. "Italians, like Germany, will find they have got to meet resolute peoples. They are already finding what is the might of seapower," he added. "We have no illwill towards Italian people. We are sorry they should be brought into the slaughter on account of one man's overweening ambition and lust of blood but we are prepared to meet the challenge. We shall give blow for blow." (36, 1028, 170, 1226)
article-credit: (By Telegraph—Press Association.) (756, 642, 889, 652)
column-rule (607, 40, 608, 1625)
article-subhead: PARENTS APPARENTLY UNDER MISAPPREHENSION. (177, 1462, 333, 1485)
article-subhead: COMMENCEMENT NEXT MONTH (764, 1067, 886, 1091)
reuters-note: By special arrangement, Reuter's world service, in addition to other special sources of information, is used in the compilation of the overseas intelligence published in this issue, and all rights therein in Australia and New Zealand are reserved. (901, 1140, 1091, 1197)
article-subhead: EXECUTIVE ACTION AWAITED. (344, 1270, 448, 1294)
ad-line: WAIRARAPA COLLEGE ASSEMBLY HALL. (904, 1307, 1088, 1318)
column-air-ace (901, 40, 1091, 1625)
article-paragraph: A few hours after the dictator of Italy had made his dastardly announcement before the serried ranks of Blackshirts, said Mr Attlee, the United States President had delivered a message worthy of a great free republic, sending all the Americas' sympathies to those nations who were giving their lifeblood to combat the forces of hate. "This new attack causes us no dismay," he said. "It makes no difference to our stern resolution or confidence in our ability to withstand all attacks and achieve victory." (36, 1226, 170, 1386)
article-subhead: WREATH DROPPED BY FELLOW FIGHTERS. (916, 778, 1076, 802)
